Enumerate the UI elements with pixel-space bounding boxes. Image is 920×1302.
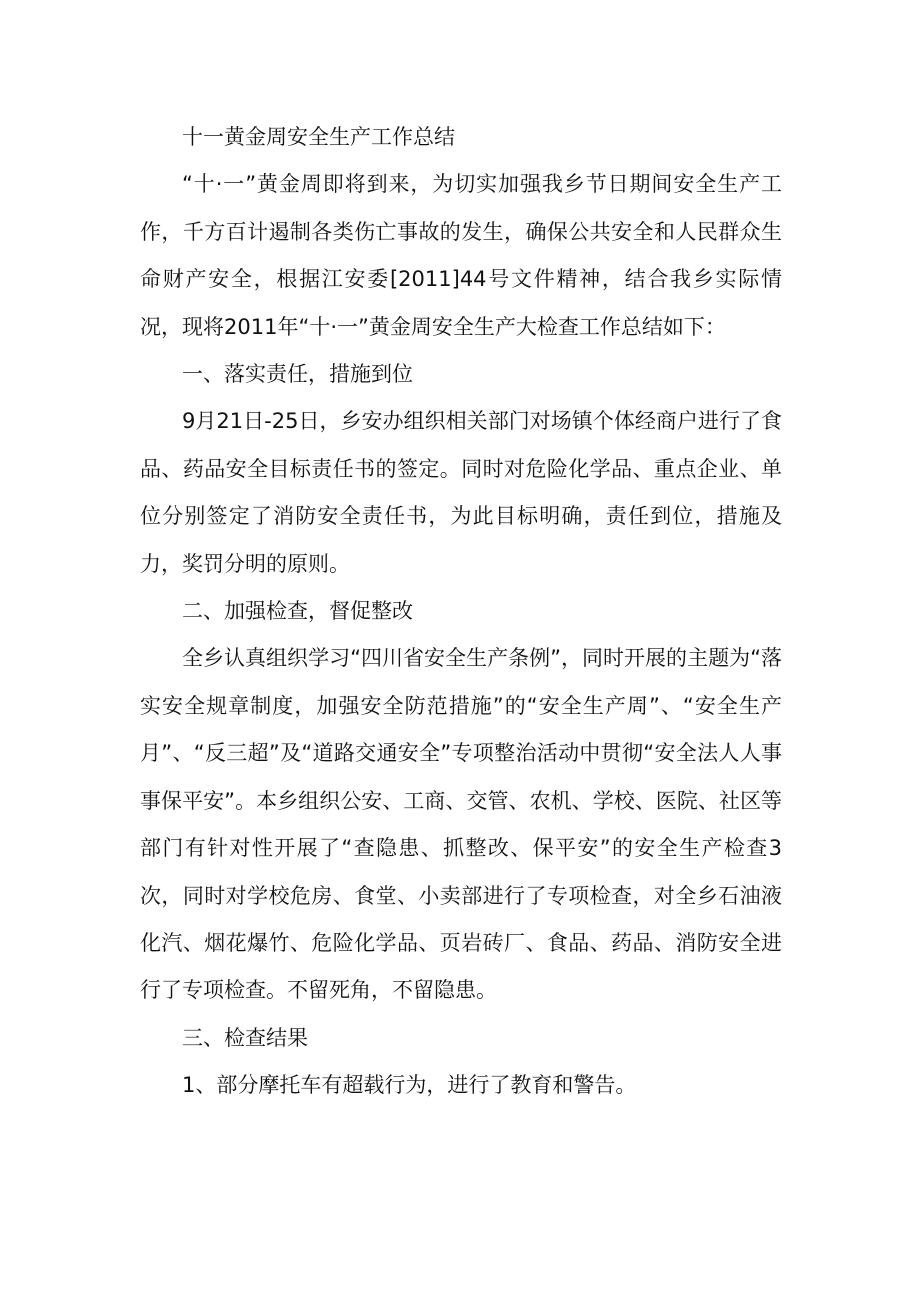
document-body xyxy=(140,114,782,1110)
section-heading-2: 二、加强检查，督促整改 xyxy=(182,599,413,624)
section-heading-3: 三、检查结果 xyxy=(182,1025,308,1050)
section-1-paragraph: 9月21日-25日，乡安办组织相关部门对场镇个体经商户进行了食品、药品安全目标责任书的签定。同时对危险化学品、重点企业、单位分别签定了消防安全责任书，为此目标明确，责任到位，措施及力，奖罚分明的原则。 xyxy=(140,409,782,576)
section-2-paragraph: 全乡认真组织学习“四川省安全生产条例”，同时开展的主题为“落实安全规章制度，加强安全防范措施”的“安全生产周”、“安全生产月”、“反三超”及“道路交通安全”专项整治活动中贯彻“安全法人人事事保平安”。本乡组织公安、工商、交管、农机、学校、医院、社区等部门有针对性开展了“查隐患、抓整改、保平安”的安全生产检查3次，同时对学校危房、食堂、小卖部进行了专项检查，对全乡石油液化汽、烟花爆竹、危险化学品、页岩砖厂、食品、药品、消防安全进行了专项检查。不留死角，不留隐患。 xyxy=(140,646,782,1003)
result-item-1: 1、部分摩托车有超载行为，进行了教育和警告。 xyxy=(182,1073,637,1098)
intro-paragraph: “十·一”黄金周即将到来，为切实加强我乡节日期间安全生产工作，千方百计遏制各类伤亡事故的发生，确保公共安全和人民群众生命财产安全，根据江安委[2011]44号文件精神，结合我乡实际情况，现将2011年“十·一”黄金周安全生产大检查工作总结如下： xyxy=(140,172,782,339)
section-heading-1: 一、落实责任，措施到位 xyxy=(182,362,413,387)
document-title: 十一黄金周安全生产工作总结 xyxy=(182,125,455,149)
